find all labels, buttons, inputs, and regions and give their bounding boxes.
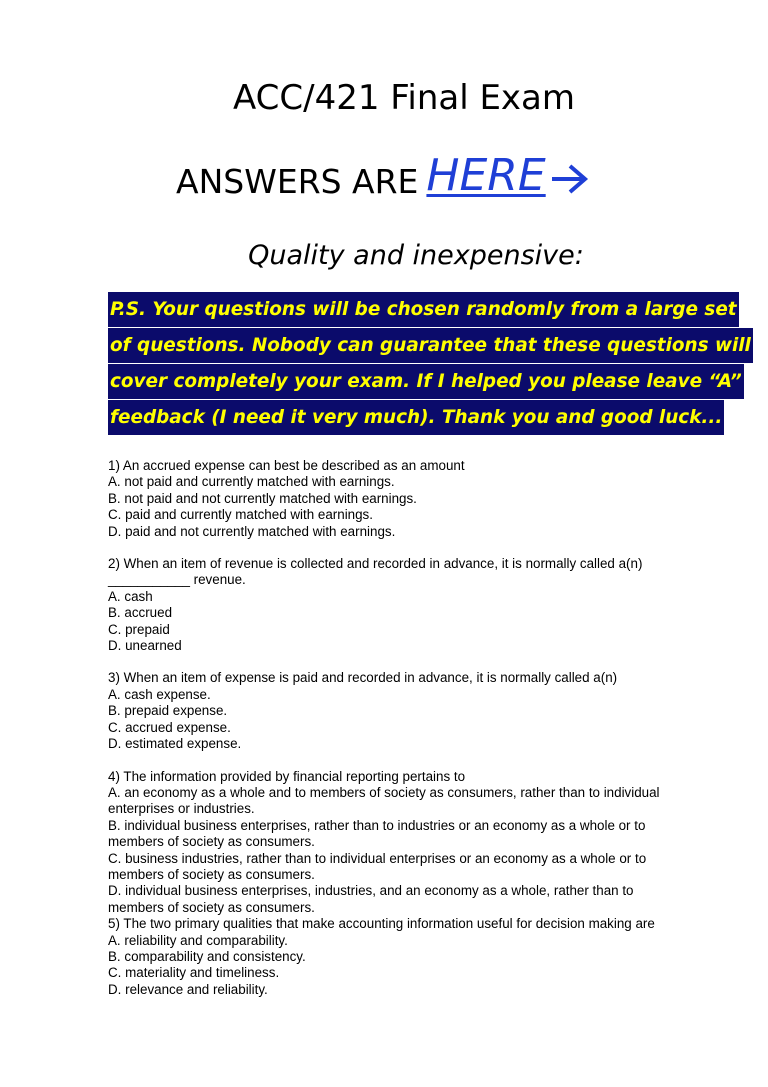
question-5	[108, 916, 708, 998]
answer-option: A. cash	[108, 588, 153, 604]
notice-line: of questions. Nobody can guarantee that these questions will	[108, 328, 753, 363]
answer-option: B. not paid and not currently matched with earnings.	[108, 490, 417, 506]
answer-option: D. relevance and reliability.	[108, 981, 268, 997]
question-text: 4) The information provided by financial reporting pertains to	[108, 768, 466, 784]
answer-option: B. comparability and consistency.	[108, 948, 306, 964]
answer-option: members of society as consumers.	[108, 866, 315, 882]
answer-option: C. materiality and timeliness.	[108, 965, 280, 981]
answer-option: D. paid and not currently matched with earnings.	[108, 523, 396, 539]
question-3	[108, 670, 708, 752]
question-list	[108, 458, 708, 1014]
page-title: ACC/421 Final Exam	[232, 78, 576, 118]
notice-line: P.S. Your questions will be chosen randomly from a large set	[108, 292, 739, 327]
answers-line	[176, 150, 590, 202]
answer-option: D. estimated expense.	[108, 736, 242, 752]
answer-option: D. individual business enterprises, industries, and an economy as a whole, rather than to	[108, 883, 634, 899]
answer-option: A. reliability and comparability.	[108, 932, 288, 948]
notice-line: cover completely your exam. If I helped you please leave “A”	[108, 364, 744, 399]
question-text: 1) An accrued expense can best be described as an amount	[108, 458, 465, 473]
question-text: ___________ revenue.	[108, 572, 246, 588]
answer-option: members of society as consumers.	[108, 834, 315, 850]
answer-option: B. accrued	[108, 605, 173, 621]
notice-line: feedback (I need it very much). Thank you and good luck...	[108, 400, 724, 435]
question-text: 3) When an item of expense is paid and recorded in advance, it is normally called a(n)	[108, 670, 618, 686]
answer-option: C. prepaid	[108, 621, 170, 637]
answer-option: C. accrued expense.	[108, 719, 231, 735]
answers-label: ANSWERS ARE	[176, 162, 419, 201]
answer-option: C. business industries, rather than to individual enterprises or an economy as a whole or to	[108, 850, 647, 866]
here-link[interactable]	[426, 150, 589, 202]
question-1	[108, 458, 708, 540]
answer-option: B. prepaid expense.	[108, 703, 228, 719]
answer-option: A. an economy as a whole and to members of society as consumers, rather than to individual	[108, 784, 660, 800]
answer-option: enterprises or industries.	[108, 801, 255, 817]
answer-option: D. unearned	[108, 638, 182, 654]
question-2	[108, 556, 708, 654]
answer-option: A. cash expense.	[108, 686, 211, 702]
question-text: 2) When an item of revenue is collected and recorded in advance, it is normally called a(n)	[108, 556, 643, 572]
answer-option: members of society as consumers.	[108, 899, 315, 915]
answer-option: C. paid and currently matched with earnings.	[108, 507, 373, 523]
notice-box	[108, 292, 751, 436]
answer-option: B. individual business enterprises, rather than to industries or an economy as a whole or to	[108, 817, 646, 833]
right-arrow-icon	[550, 162, 590, 196]
here-link-text: HERE	[426, 150, 546, 201]
answer-option: A. not paid and currently matched with earnings.	[108, 474, 395, 490]
subtitle: Quality and inexpensive:	[248, 240, 584, 271]
question-4	[108, 769, 708, 917]
question-text: 5) The two primary qualities that make accounting information useful for decision making are	[108, 916, 655, 932]
